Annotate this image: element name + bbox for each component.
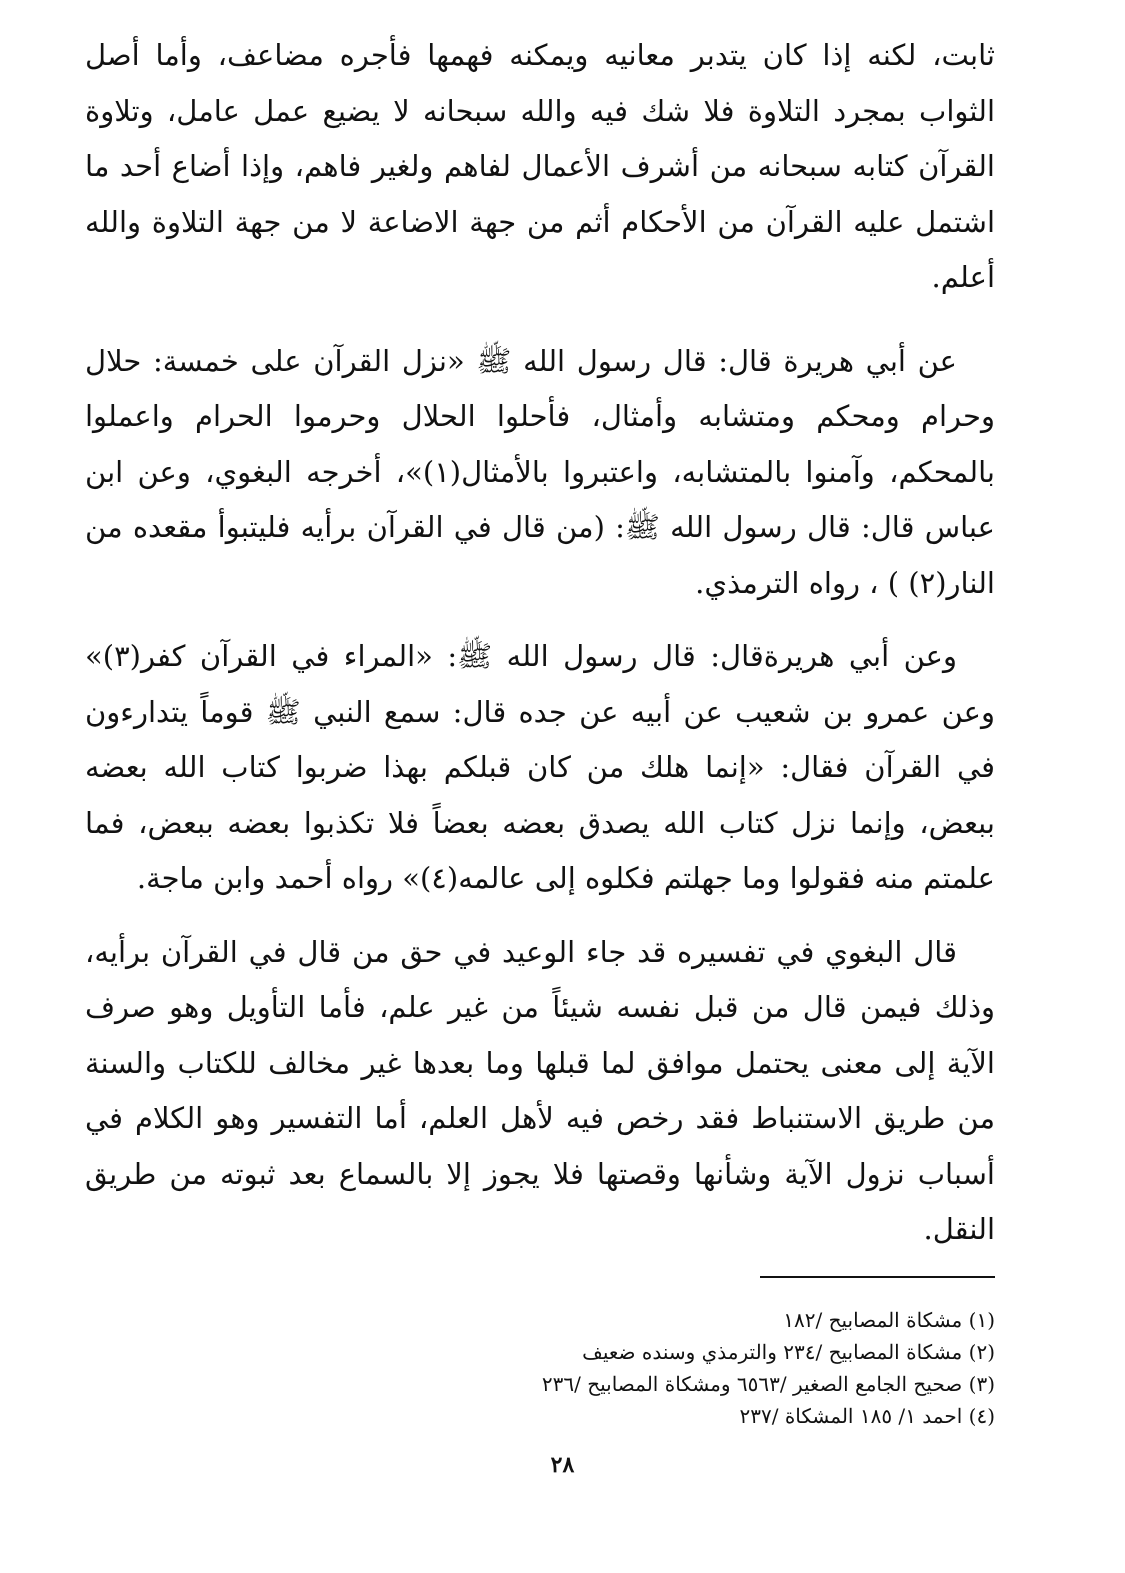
page-number: ٢٨ bbox=[550, 1452, 575, 1478]
footnote-1: (١) مشكاة المصابيح /١٨٢ bbox=[783, 1308, 995, 1332]
footnote-separator bbox=[760, 1276, 995, 1278]
paragraph-gap bbox=[85, 306, 995, 334]
footnote-4: (٤) احمد ١/ ١٨٥ المشكاة /٢٣٧ bbox=[739, 1404, 995, 1428]
footnote-2: (٢) مشكاة المصابيح /٢٣٤ والترمذي وسنده ضعيف bbox=[582, 1340, 995, 1364]
paragraph-gap bbox=[85, 907, 995, 925]
paragraph-baghawi-tafsir: قال البغوي في تفسيره قد جاء الوعيد في حق من قال في القرآن برأيه، وذلك فيمن قال من قبل نفسه شيئاً من غير علم، فأما التأويل وهو صرف الآية إلى معنى يحتمل موافق لما قبلها وما بعدها غير مخالف للكتاب والسنة من طريق الاستنباط فقد رخص فيه لأهل العلم، أما التفسير وهو الكلام في أسباب نزول الآية وشأنها وقصتها فلا يجوز إلا بالسماع بعد ثبوته من طريق النقل. bbox=[85, 934, 995, 1246]
footnote-3: (٣) صحيح الجامع الصغير /٦٥٦٣ ومشكاة المصابيح /٢٣٦ bbox=[541, 1372, 995, 1396]
page-body bbox=[85, 28, 995, 1258]
paragraph-abu-hurayra-hadith: عن أبي هريرة قال: قال رسول الله ﷺ «نزل القرآن على خمسة: حلال وحرام ومحكم ومتشابه وأمثال، فأحلوا الحلال وحرموا الحرام واعملوا بالمحكم، وآمنوا بالمتشابه، واعتبروا بالأمثال(١)»، أخرجه البغوي، وعن ابن عباس قال: قال رسول الله ﷺ: (من قال في القرآن برأيه فليتبوأ مقعده من النار(٢) ) ، رواه الترمذي. bbox=[85, 343, 995, 600]
paragraph-dispute-hadith: وعن أبي هريرةقال: قال رسول الله ﷺ: «المراء في القرآن كفر(٣)» وعن عمرو بن شعيب عن أبيه عن جده قال: سمع النبي ﷺ قوماً يتدارءون في القرآن فقال: «إنما هلك من كان قبلكم بهذا ضربوا كتاب الله بعضه ببعض، وإنما نزل كتاب الله يصدق بعضه بعضاً فلا تكذبوا بعضه ببعض، فما علمتم منه فقولوا وما جهلتم فكلوه إلى عالمه(٤)» رواه أحمد وابن ماجة. bbox=[85, 639, 995, 895]
footnotes bbox=[295, 1304, 995, 1432]
paragraph-continuation: ثابت، لكنه إذا كان يتدبر معانيه ويمكنه فهمها فأجره مضاعف، وأما أصل الثواب بمجرد التلاوة فلا شك فيه والله سبحانه لا يضيع عمل عامل، وتلاوة القرآن كتابه سبحانه من أشرف الأعمال لفاهم ولغير فاهم، وإذا أضاع أحد ما اشتمل عليه القرآن من الأحكام أثم من جهة الاضاعة لا من جهة التلاوة والله أعلم. bbox=[85, 38, 995, 294]
paragraph-gap bbox=[85, 611, 995, 629]
